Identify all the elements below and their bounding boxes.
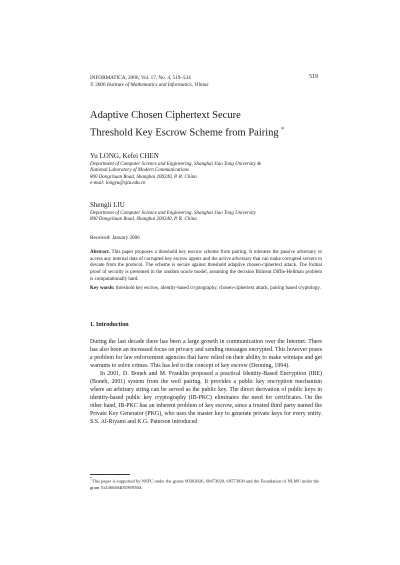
journal-citation: INFORMATICA, 2006, Vol. 17, No. 4, 519–534 xyxy=(90,75,191,81)
paper-title xyxy=(90,108,330,141)
section-heading: 1. Introduction xyxy=(90,322,129,328)
keywords-label: Key words: xyxy=(90,286,115,291)
title-footnote-mark: * xyxy=(281,127,285,133)
body-paragraph: During the last decade there has been a large growth in communication over the Internet. There has also been an increased focus on privacy and sending messages encrypted. This however poses a problem for law enforcement agencies that have relied on their ability to make wiretaps and get warrants to solve crimes. This has led to the concept of key escrow (Denning, 1994). xyxy=(90,339,322,370)
received-date: Received: January 2006 xyxy=(90,235,140,241)
body-paragraph: In 2001, D. Boneh and M. Franklin proposed a practical Identity-Based Encryption (IBE) (Boneh, 2001) system from the weil pairing. It provides a public key encryption mechanism where an arbitrary string can be served as the public key. The direct derivation of public keys in identity-based public key cryptography (IB-PKC) eliminates the need for certificates. On the other hand, IB-PKC has an inherent problem of key escrow, since a trusted third party named the Private Key Generator (PKG), who uses the master key to generate private keys for every entity. S.S. Al-Riyami and K.G. Paterson introduced xyxy=(90,371,322,426)
affiliation-line: 800 Dongchuan Road, Shanghai 200240, P. R. China xyxy=(90,174,197,180)
affiliation-line: Department of Computer Science and Engineering, Shanghai Jiao Tong University xyxy=(90,210,256,216)
author-names-1: Yu LONG, Kefei CHEN xyxy=(90,152,159,160)
footnote-rule xyxy=(90,474,130,475)
footnote-mark: * xyxy=(90,477,92,481)
affiliation-line: 800 Dongchuan Road, Shanghai 200240, P. R. China xyxy=(90,217,197,223)
footnote xyxy=(90,476,322,491)
journal-header xyxy=(90,75,209,89)
page-number: 519 xyxy=(309,74,318,80)
author-affiliation-1 xyxy=(90,162,320,188)
affiliation-line: Department of Computer Science and Engineering, Shanghai Jiao Tong University & xyxy=(90,161,262,167)
affiliation-line: National Laboratory of Modern Communications xyxy=(90,168,189,174)
title-line-1: Adaptive Chosen Ciphertext Secure xyxy=(90,110,241,121)
abstract-label: Abstract. xyxy=(90,250,110,255)
author-names-2: Shengli LIU xyxy=(90,201,125,209)
copyright-line xyxy=(90,82,209,89)
keywords-text: threshold key escrow, identity-based cryptography, chosen-ciphertext attack, pairing based cryptology. xyxy=(115,286,321,291)
author-email: e-mail: longyu@sjtu.edu.cn xyxy=(90,181,146,187)
title-line-2: Threshold Key Escrow Scheme from Pairing xyxy=(90,127,279,139)
abstract xyxy=(90,250,322,284)
copyright-institute: Institute of Mathematics and Informatics, Vilnius xyxy=(106,82,209,88)
author-affiliation-2 xyxy=(90,211,320,224)
section-body xyxy=(90,338,322,427)
keywords xyxy=(90,286,322,293)
copyright-prefix: © 2006 xyxy=(90,82,107,88)
abstract-text: This paper proposes a threshold key escrow scheme from pairing. It tolerates the passive adversary to access any internal data of corrupted key escrow agents and the active adversary that can make corrupted servers to deviate from the protocol. The scheme is secure against threshold adaptive chosen-ciphertext attack. The formal proof of security is presented in the random oracle model, assuming the decision Bilinear Diffie-Hellman problem is computationally hard. xyxy=(90,250,322,282)
footnote-text: This paper is supported by NSFC under the grants 60303026, 60473020, 60573030 and the Foundation of NLMC under the grant 51436040405JW0304. xyxy=(90,478,320,490)
